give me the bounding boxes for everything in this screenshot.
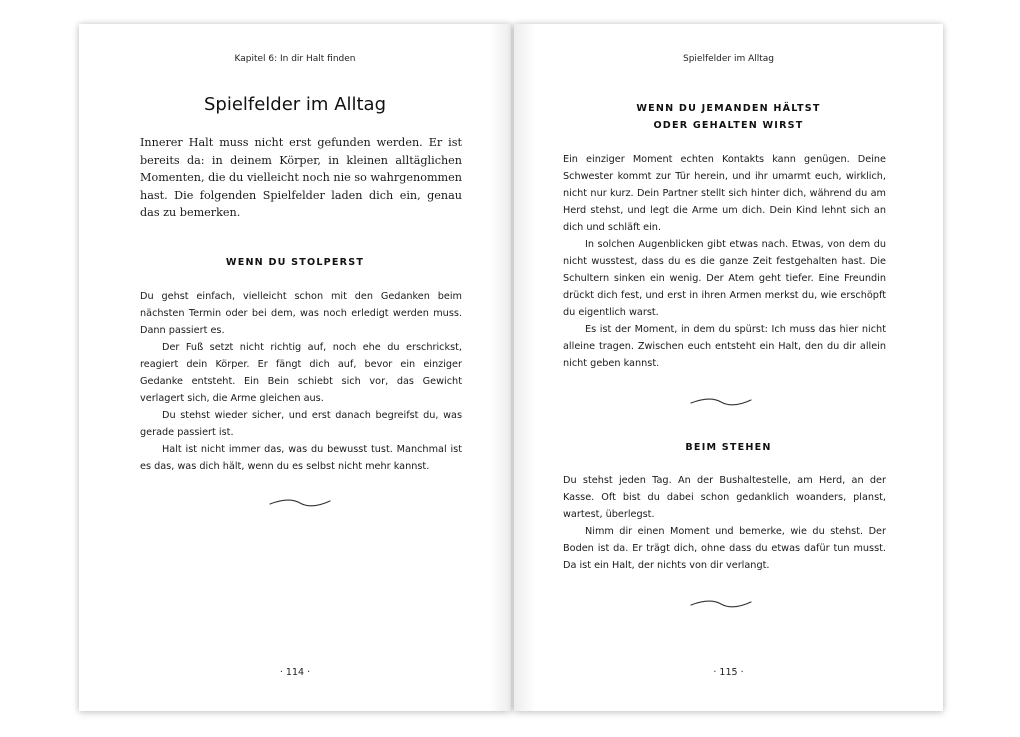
section-body xyxy=(563,151,886,372)
running-head: Spielfelder im Alltag xyxy=(682,54,775,64)
page-number: · 114 · xyxy=(279,667,311,678)
paragraph: Ein einziger Moment echten Kontakts kann genügen. Deine Schwester kommt zur Tür herein, und ihr umarmt euch, wirklich, nicht nur kurz. Dein Partner stellt sich hinter dich, während du am Herd stehst, und legt die Arme um dich. Dein Kind lehnt sich an dich und schläft ein. xyxy=(563,154,886,233)
running-head: Kapitel 6: In dir Halt finden xyxy=(234,54,356,64)
heading-line: ODER GEHALTEN WIRST xyxy=(653,120,804,131)
section-body xyxy=(563,472,886,574)
section-heading xyxy=(514,100,943,134)
chapter-title: Spielfelder im Alltag xyxy=(203,94,387,115)
intro-paragraph: Innerer Halt muss nicht erst gefunden werden. Er ist bereits da: in deinem Körper, in kleinen alltäglichen Momenten, die du vielleicht noch nie so wahrgenommen hast. Die folgenden Spielfelder laden dich ein, genau das zu bemerken. xyxy=(140,136,462,219)
section-body xyxy=(140,288,462,475)
paragraph: Es ist der Moment, in dem du spürst: Ich muss das hier nicht alleine tragen. Zwischen euch entsteht ein Halt, den du dir allein nicht geben kannst. xyxy=(563,324,886,369)
paragraph: Du stehst jeden Tag. An der Bushaltestelle, am Herd, an der Kasse. Oft bist du dabei schon gedanklich woanders, planst, wartest, überlegst. xyxy=(563,475,886,520)
paragraph: Du gehst einfach, vielleicht schon mit den Gedanken beim nächsten Termin oder bei dem, was noch erledigt werden muss. Dann passiert es. xyxy=(140,291,462,336)
right-page xyxy=(514,24,943,711)
section-divider-ornament xyxy=(269,498,331,508)
paragraph: Du stehst wieder sicher, und erst danach begreifst du, was gerade passiert ist. xyxy=(140,410,462,438)
left-page xyxy=(79,24,511,711)
section-divider-ornament xyxy=(690,599,752,609)
paragraph: Der Fuß setzt nicht richtig auf, noch ehe du erschrickst, reagiert dein Körper. Er fängt dich auf, bevor ein einziger Gedanke entsteht. Ein Bein schiebt sich vor, das Gewicht verlagert sich, die Arme gleichen aus. xyxy=(140,342,462,404)
paragraph: Halt ist nicht immer das, was du bewusst tust. Manchmal ist es das, was dich hält, wenn du es selbst nicht mehr kannst. xyxy=(140,444,462,472)
paragraph: Nimm dir einen Moment und bemerke, wie du stehst. Der Boden ist da. Er trägt dich, ohne dass du etwas dafür tun musst. Da ist ein Halt, der nichts von dir verlangt. xyxy=(563,526,886,571)
page-number: · 115 · xyxy=(713,667,744,678)
section-heading: BEIM STEHEN xyxy=(685,442,772,453)
section-heading: WENN DU STOLPERST xyxy=(225,257,365,268)
section-divider-ornament xyxy=(690,397,752,407)
paragraph: In solchen Augenblicken gibt etwas nach. Etwas, von dem du nicht wusstest, dass du es die ganze Zeit festgehalten hast. Die Schultern sinken ein wenig. Der Atem geht tiefer. Eine Freundin drückt dich fest, und erst in ihren Armen merkst du, wie erschöpft du eigentlich warst. xyxy=(563,239,886,318)
heading-line: WENN DU JEMANDEN HÄLTST xyxy=(636,103,821,114)
gutter-shadow xyxy=(489,24,511,711)
